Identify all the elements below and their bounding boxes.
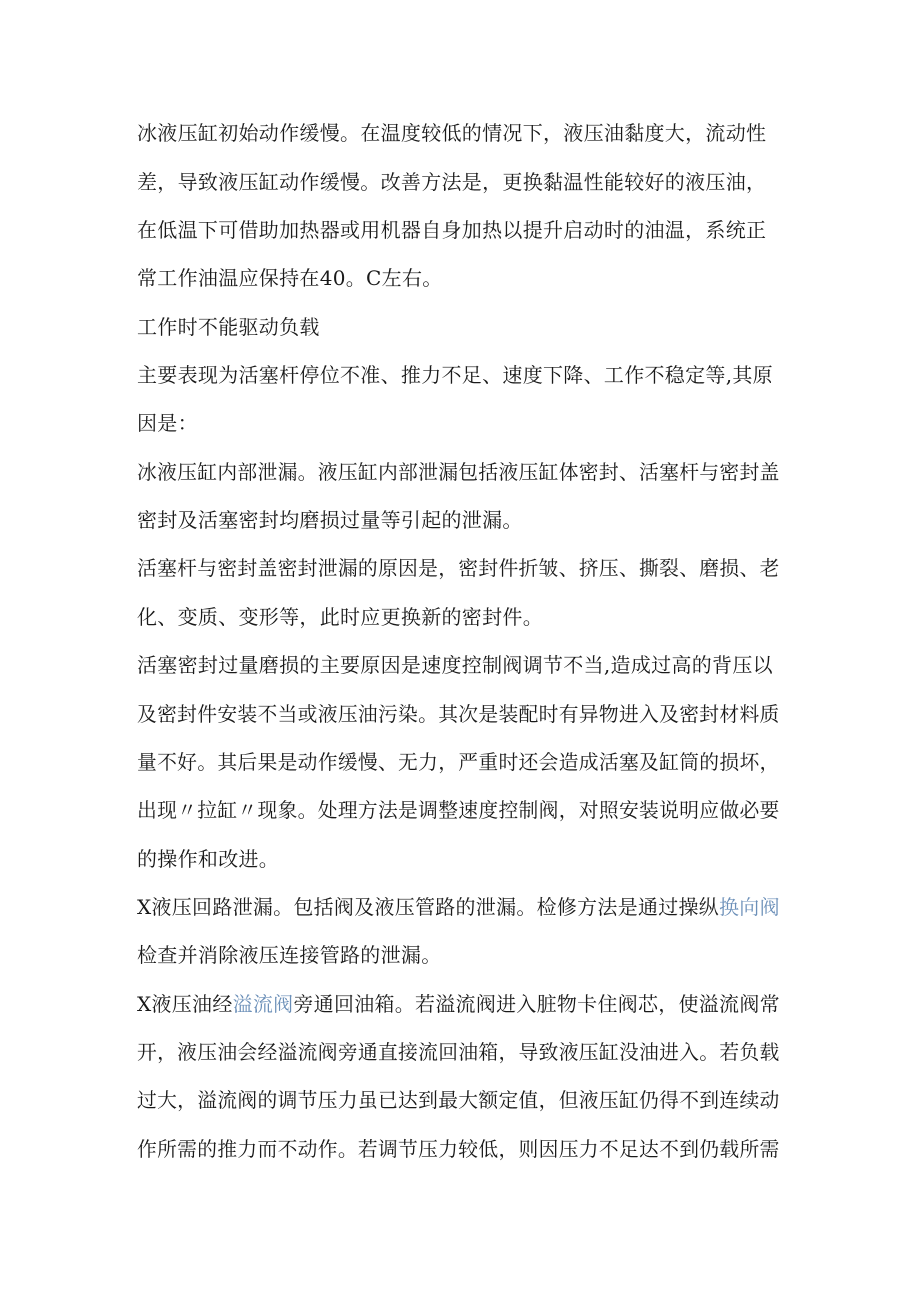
text-line: 常工作油温应保持在40。C左右。: [137, 266, 443, 290]
text-line: 出现〃拉缸〃现象。处理方法是调整速度控制阀，对照安装说明应做必要: [137, 798, 780, 822]
text-line: 活塞密封过量磨损的主要原因是速度控制阀调节不当,造成过高的背压以: [137, 653, 773, 677]
text-line: 活塞杆与密封盖密封泄漏的原因是，密封件折皱、挤压、撕裂、磨损、老: [137, 556, 780, 580]
link-yiliufa[interactable]: 溢流阀: [232, 992, 294, 1016]
text-line: 作所需的推力而不动作。若调节压力较低，则因压力不足达不到仍载所需: [137, 1137, 780, 1161]
text-line: 差，导致液压缸动作缓慢。改善方法是，更换黏温性能较好的液压油，: [137, 170, 767, 194]
text-segment: X液压回路泄漏。包括阀及液压管路的泄漏。检修方法是通过操纵: [137, 895, 720, 919]
text-line: 过大，溢流阀的调节压力虽已达到最大额定值，但液压缸仍得不到连续动: [137, 1088, 780, 1112]
text-line: 冰液压缸初始动作缓慢。在温度较低的情况下，液压油黏度大，流动性: [137, 121, 767, 145]
text-line: [137, 992, 780, 1016]
text-line: 冰液压缸内部泄漏。液压缸内部泄漏包括液压缸体密封、活塞杆与密封盖: [137, 460, 780, 484]
text-line: 检查并消除液压连接管路的泄漏。: [137, 943, 442, 967]
text-segment: 旁通回油箱。若溢流阀进入脏物卡住阀芯，使溢流阀常: [293, 992, 780, 1016]
text-line: 化、变质、变形等，此时应更换新的密封件。: [137, 605, 543, 629]
link-huanxiangfa[interactable]: 换向阀: [719, 895, 780, 919]
text-line: 的操作和改进。: [137, 847, 280, 871]
text-line: 在低温下可借助加热器或用机器自身加热以提升启动时的油温，系统正: [137, 218, 767, 242]
text-line: 因是：: [137, 411, 198, 435]
text-segment: X液压油经: [137, 992, 233, 1016]
text-line: 及密封件安装不当或液压油污染。其次是装配时有异物进入及密封材料质: [137, 702, 780, 726]
text-line: 量不好。其后果是动作缓慢、无力，严重时还会造成活塞及缸筒的损坏，: [137, 750, 780, 774]
text-line: 主要表现为活塞杆停位不准、推力不足、速度下降、工作不稳定等,其原: [137, 363, 773, 387]
text-line: 密封及活塞密封均磨损过量等引起的泄漏。: [137, 508, 523, 532]
section-heading: 工作时不能驱动负载: [137, 315, 320, 339]
text-line: 开，液压油会经溢流阀旁通直接流回油箱，导致液压缸没油进入。若负载: [137, 1040, 780, 1064]
text-line: [137, 895, 780, 919]
